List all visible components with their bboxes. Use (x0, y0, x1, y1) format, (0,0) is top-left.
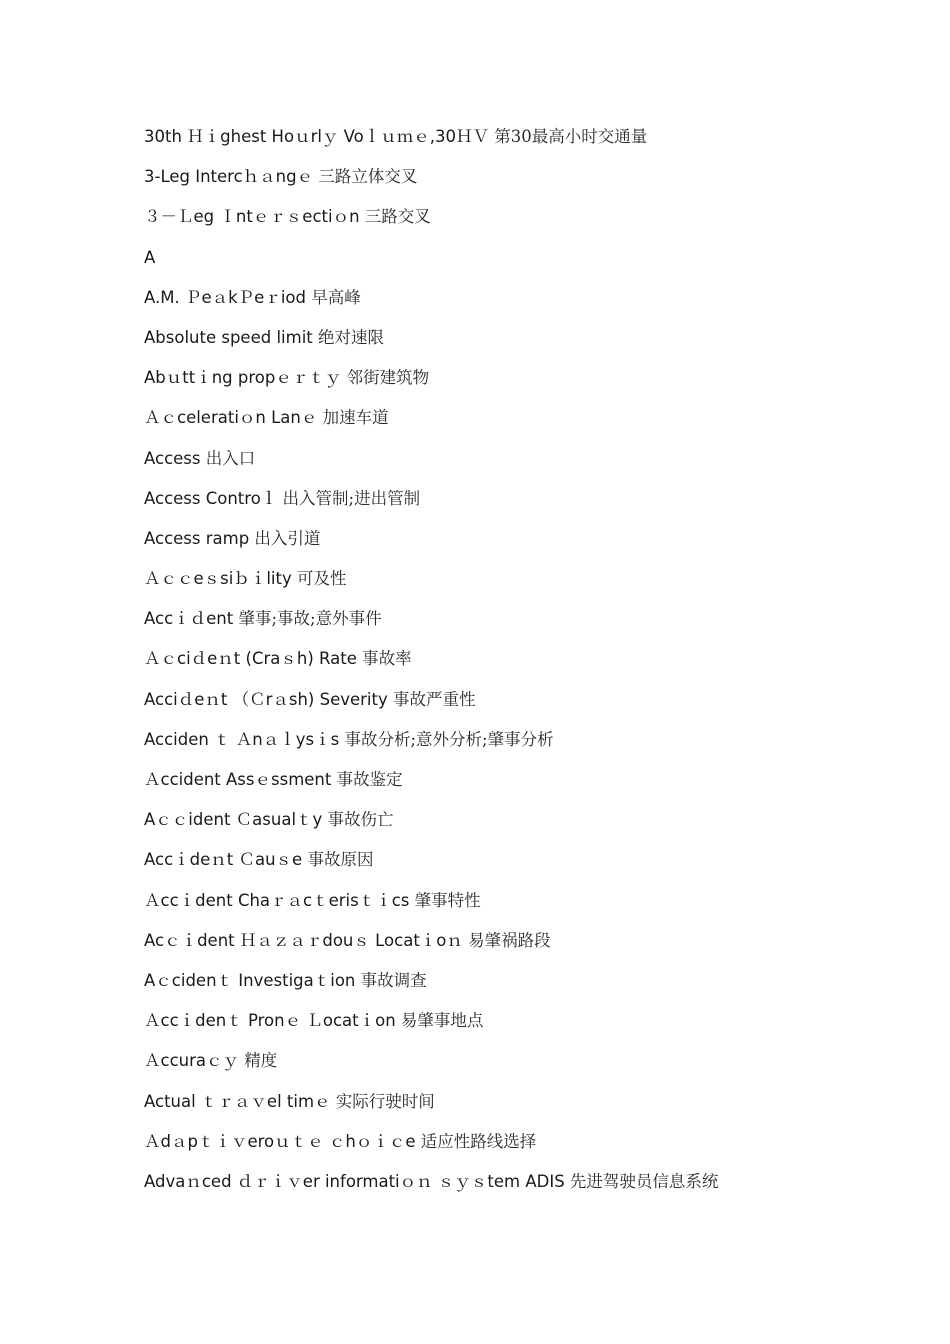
glossary-entry (144, 646, 718, 686)
term-chinese: 适应性路线选择 (420, 1131, 537, 1151)
term-english: Ａdａpｔｉｖeroｕｔｅ ｃhｏｉｃe (144, 1131, 421, 1151)
term-english: Ａｃceleratiｏn Lanｅ (144, 408, 323, 428)
term-english: Acｃｉdent Ｈａｚａｒdouｓ Locatｉoｎ (144, 930, 469, 950)
section-letter-text: A (144, 247, 156, 267)
glossary-entry (144, 687, 718, 727)
glossary-entry (144, 727, 718, 767)
glossary-entry (144, 1048, 718, 1088)
term-chinese: 事故严重性 (393, 689, 476, 709)
section-letter (144, 245, 718, 285)
term-english: Access Controｌ (144, 488, 283, 508)
glossary-entry (144, 526, 718, 566)
term-chinese: 事故率 (362, 649, 412, 669)
term-chinese: 三路交叉 (364, 207, 431, 227)
term-chinese: 事故分析;意外分析;肇事分析 (344, 729, 554, 749)
term-english: Accｉｄent (144, 609, 239, 629)
term-chinese: 加速车道 (322, 408, 389, 428)
term-chinese: 出入引道 (254, 528, 321, 548)
glossary-entry (144, 606, 718, 646)
glossary-entry (144, 124, 718, 164)
term-english: ３－Ｌeg Ｉntｅｒｓectiｏn (144, 207, 365, 227)
glossary-entry (144, 1129, 718, 1169)
glossary-entry (144, 365, 718, 405)
glossary-entry (144, 566, 718, 606)
glossary-entry (144, 968, 718, 1008)
term-chinese: 出入管制;进出管制 (282, 488, 421, 508)
term-chinese: 易肇事地点 (400, 1011, 484, 1031)
glossary-entry (144, 807, 718, 847)
term-english: Ａccident Assｅssment (144, 770, 337, 789)
term-chinese: 事故原因 (307, 850, 374, 870)
glossary-entry (144, 285, 718, 325)
glossary-entry (144, 446, 718, 486)
term-english: Aｃｃident Ｃasualｔy (144, 810, 328, 830)
term-english: A.M. ＰeａkＰeｒiod (144, 287, 312, 307)
term-chinese: 精度 (244, 1051, 278, 1071)
glossary-entry (144, 204, 718, 244)
term-english: Access (144, 448, 206, 468)
glossary-entry (144, 888, 718, 928)
term-chinese: 易肇祸路段 (468, 930, 551, 950)
term-english: Access ramp (144, 528, 255, 548)
term-english: Advaｎced ｄｒｉｖer informatiｏｎ ｓｙｓtem ADIS (144, 1171, 570, 1191)
term-english: Acciden ｔ Ａnａｌysｉs (144, 729, 345, 749)
glossary-entry (144, 847, 718, 887)
term-english: Absolute speed limit (144, 327, 318, 347)
term-english: Ａccｉdent Chaｒａcｔerisｔｉcs (144, 890, 415, 910)
term-english: 30th Ｈｉghest Hoｕrlｙ Voｌｕｍｅ,30ＨＶ (144, 127, 495, 146)
term-chinese: 绝对速限 (318, 327, 384, 347)
term-english: Ａｃciｄeｎt (Craｓh) Rate (144, 649, 363, 669)
glossary-entry (144, 1008, 718, 1048)
term-chinese: 早高峰 (311, 287, 361, 307)
glossary-entry (144, 928, 718, 968)
term-chinese: 肇事;事故;意外事件 (238, 609, 382, 629)
term-chinese: 事故鉴定 (336, 770, 403, 789)
term-english: Ａｃｃeｓsiｂｉlity (144, 569, 297, 589)
term-english: Ａccuraｃｙ (144, 1051, 245, 1071)
term-english: Actual ｔｒａｖel timｅ (144, 1091, 336, 1111)
term-english: Accｉdeｎt Ｃauｓe (144, 850, 308, 870)
glossary-entry (144, 1089, 718, 1129)
term-english: Aｃcidenｔ Investigaｔion (144, 970, 361, 990)
term-english: Abｕttｉng propｅｒｔｙ (144, 368, 347, 388)
glossary-entry (144, 325, 718, 365)
term-chinese: 第30最高小时交通量 (494, 127, 648, 146)
glossary-entry (144, 767, 718, 807)
term-chinese: 肇事特性 (414, 890, 481, 910)
term-chinese: 事故伤亡 (327, 810, 394, 830)
glossary-entry (144, 164, 718, 204)
term-chinese: 出入口 (205, 448, 256, 468)
glossary-list (144, 124, 718, 1209)
glossary-entry (144, 486, 718, 526)
term-english: Ａccｉdenｔ Pronｅ Ｌocatｉon (144, 1011, 401, 1031)
glossary-entry (144, 1169, 718, 1209)
term-chinese: 三路立体交叉 (318, 167, 418, 187)
term-english: Acciｄeｎt （Ｃrａsh) Severity (144, 689, 393, 709)
term-chinese: 事故调查 (360, 970, 427, 990)
term-chinese: 可及性 (296, 569, 347, 589)
term-chinese: 邻街建筑物 (346, 368, 430, 388)
term-chinese: 先进驾驶员信息系统 (569, 1171, 719, 1191)
term-chinese: 实际行驶时间 (335, 1091, 435, 1111)
glossary-entry (144, 405, 718, 445)
term-english: 3-Leg Intercｈａngｅ (144, 167, 319, 187)
